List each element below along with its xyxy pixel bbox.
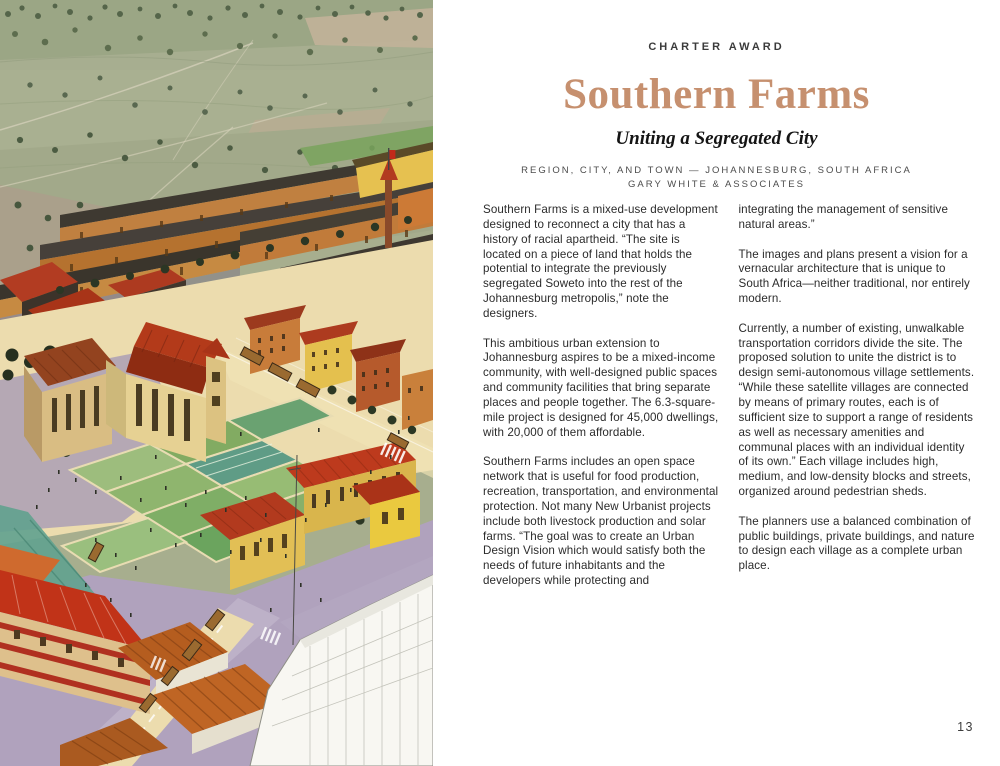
page-number: 13	[957, 720, 974, 734]
body-paragraph: Southern Farms includes an open space network that is useful for food production, recreation, transportation, and environmental protection. Not many New Urbanist projects include both livestock production and solar farms. “The goal was to create an Urban Design Vision which would satisfy both the needs of future inhabitants and the developers while protecting and	[483, 455, 719, 588]
aerial-town-illustration	[0, 0, 433, 766]
body-column-right	[739, 203, 976, 604]
body-column-left	[483, 203, 720, 604]
body-paragraph: integrating the management of sensitive natural areas.”	[738, 203, 948, 231]
category-location-line: REGION, CITY, AND TOWN — JOHANNESBURG, SOUTH AFRICA	[521, 165, 912, 176]
body-paragraph: Currently, a number of existing, unwalkable transportation corridors divide the site. The proposed solution to unite the district is to design semi-autonomous village settlements. “While these satellite villages are connected by means of primary routes, each is of sufficient size to support a range of residents as well as necessary amenities and communal places with an individual identity of its own.” Each village includes high, medium, and low-density blocks and streets, organized around pedestrian sheds.	[738, 321, 975, 499]
aerial-illustration-svg	[0, 0, 433, 766]
article-meta	[433, 164, 1000, 192]
firm-line: GARY WHITE & ASSOCIATES	[628, 179, 805, 190]
article-subtitle: Uniting a Segregated City	[615, 128, 818, 149]
award-label: CHARTER AWARD	[648, 41, 785, 53]
body-paragraph: The images and plans present a vision for a vernacular architecture that is unique to South Africa—neither traditional, nor entirely modern.	[738, 247, 970, 306]
body-paragraph: This ambitious urban extension to Johannesburg aspires to be a mixed-income community, with well-designed public spaces and community facilities that bring separate places and people together. The 6.3-square-mile project is designed for 45,000 dwellings, with 20,000 of them affordable.	[483, 336, 719, 439]
article-page	[433, 0, 1000, 766]
body-columns	[483, 203, 975, 604]
body-paragraph: The planners use a balanced combination of public buildings, private buildings, and nature to design each village as a complete urban place.	[738, 514, 975, 573]
body-paragraph: Southern Farms is a mixed-use development designed to reconnect a city that has a history of racial apartheid. “The site is located on a piece of land that holds the potential to integrate the previously segregated Soweto into the rest of the Johannesburg metropolis,” note the designers.	[483, 203, 718, 320]
page-title: Southern Farms	[563, 71, 870, 118]
